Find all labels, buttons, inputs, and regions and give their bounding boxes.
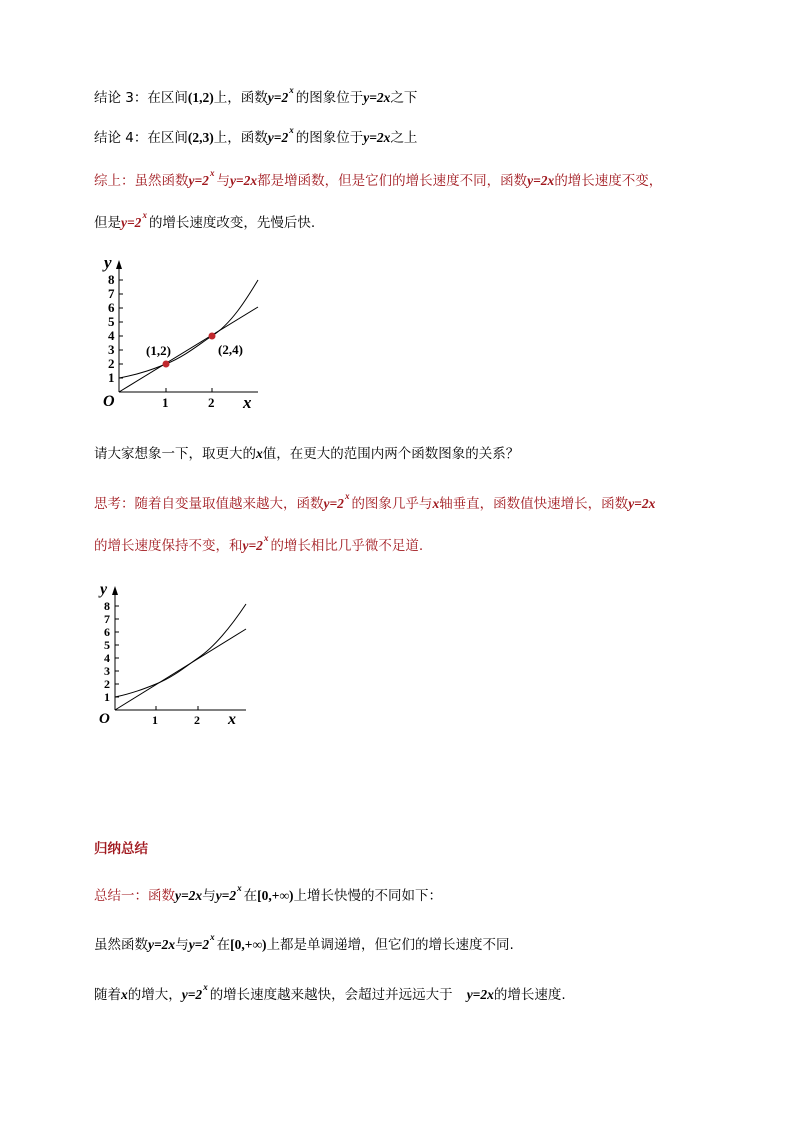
y-tick-label: 7 bbox=[104, 612, 110, 626]
exp-function: y=2 bbox=[242, 538, 263, 553]
linear-function: y=2x bbox=[628, 496, 656, 511]
text: 上都是单调递增，但它们的增长速度不同. bbox=[266, 937, 514, 953]
y-tick-label: 2 bbox=[104, 677, 110, 691]
intersection-point-a bbox=[163, 361, 170, 368]
interval: [0,+∞) bbox=[230, 937, 267, 952]
text: 总结一：函数 bbox=[94, 888, 175, 904]
y-tick-label: 2 bbox=[108, 356, 115, 371]
text: 的增大， bbox=[127, 987, 182, 1003]
intersection-point-b bbox=[209, 333, 216, 340]
conclusion-3 bbox=[94, 85, 418, 108]
section-title: 归纳总结 bbox=[94, 841, 148, 857]
text: 与 bbox=[202, 888, 216, 904]
text: 的增长速度保持不变，和 bbox=[94, 538, 243, 554]
linear-function: y=2x bbox=[175, 888, 203, 903]
graph-1 bbox=[96, 252, 276, 412]
exponent: x bbox=[237, 883, 242, 893]
y-axis-arrow bbox=[116, 260, 122, 269]
question bbox=[94, 445, 519, 463]
linear-function: y=2x bbox=[229, 173, 258, 188]
exp-function: y=2 bbox=[188, 173, 209, 188]
text: 的增长相比几乎微不足道. bbox=[270, 538, 424, 554]
variable-x: x bbox=[121, 987, 128, 1002]
x-tick-label: 2 bbox=[208, 395, 215, 410]
conclusion-4-label: 结论 4：在区间 bbox=[94, 130, 188, 146]
linear-function: y=2x bbox=[148, 937, 176, 952]
thinking-line-1 bbox=[94, 491, 656, 514]
point-1 bbox=[94, 932, 514, 955]
text: 的图象位于 bbox=[295, 90, 364, 106]
exp-function: y=2 bbox=[267, 90, 289, 105]
x-tick-label: 1 bbox=[162, 395, 169, 410]
text: 的图象几乎与 bbox=[351, 496, 433, 512]
y-tick-label: 6 bbox=[108, 300, 115, 315]
text: 之下 bbox=[390, 90, 418, 106]
y-tick-label: 5 bbox=[108, 314, 115, 329]
exponential-curve bbox=[119, 280, 258, 378]
exp-function: y=2 bbox=[267, 130, 289, 145]
exponential-curve bbox=[115, 604, 246, 697]
text: 随着 bbox=[94, 987, 121, 1003]
text: 但是 bbox=[94, 215, 121, 231]
y-tick-label: 1 bbox=[104, 690, 110, 704]
exp-function: y=2 bbox=[121, 215, 142, 230]
variable-x: x bbox=[432, 496, 440, 511]
interval-1-2: (1,2) bbox=[187, 90, 214, 105]
exp-function: y=2 bbox=[181, 987, 203, 1002]
exponent: x bbox=[209, 168, 215, 178]
y-tick-label: 8 bbox=[108, 272, 115, 287]
text: 在 bbox=[216, 937, 231, 953]
graph-2 bbox=[94, 580, 264, 730]
y-tick-label: 8 bbox=[104, 599, 110, 613]
conclusion-3-label: 结论 3：在区间 bbox=[94, 90, 188, 106]
exp-function: y=2 bbox=[323, 496, 344, 511]
x-axis-label: x bbox=[243, 393, 252, 412]
y-tick-marks bbox=[115, 606, 119, 697]
text: 值，在更大的范围内两个函数图象的关系？ bbox=[262, 446, 520, 462]
linear-curve bbox=[115, 629, 246, 710]
text: 综上：虽然函数 bbox=[94, 173, 189, 189]
exponent: x bbox=[289, 125, 294, 135]
y-tick-label: 4 bbox=[104, 651, 110, 665]
text: 上，函数 bbox=[213, 90, 268, 106]
x-tick-label: 2 bbox=[194, 713, 200, 727]
y-axis-label: y bbox=[104, 253, 112, 272]
y-tick-label: 6 bbox=[104, 625, 110, 639]
point-2 bbox=[94, 982, 566, 1005]
text: 的增长速度改变，先慢后快. bbox=[148, 215, 316, 231]
x-axis-label: x bbox=[228, 711, 236, 728]
point-b-label: (2,4) bbox=[218, 342, 243, 357]
linear-function: y=2x bbox=[363, 130, 391, 145]
text: 的图象位于 bbox=[295, 130, 364, 146]
summary-line-1 bbox=[94, 168, 663, 191]
text: 上增长快慢的不同如下： bbox=[293, 888, 443, 904]
thinking-line-2 bbox=[94, 533, 424, 556]
linear-function: y=2x bbox=[527, 173, 555, 188]
text: 之上 bbox=[390, 130, 418, 146]
exponent: x bbox=[210, 932, 215, 942]
y-tick-label: 4 bbox=[108, 328, 115, 343]
y-tick-label: 7 bbox=[108, 286, 115, 301]
text: 思考：随着自变量取值越来越大，函数 bbox=[94, 496, 324, 512]
summary-1 bbox=[94, 883, 443, 906]
exponent: x bbox=[263, 533, 269, 543]
text: 的增长速度. bbox=[493, 987, 566, 1003]
y-tick-label: 1 bbox=[108, 370, 115, 385]
text: 虽然函数 bbox=[94, 937, 148, 953]
exp-function: y=2 bbox=[188, 937, 210, 952]
y-axis-label: y bbox=[100, 581, 108, 598]
summary-line-2 bbox=[94, 210, 316, 233]
linear-function: y=2x bbox=[363, 90, 391, 105]
interval-2-3: (2,3) bbox=[187, 130, 214, 145]
exp-function: y=2 bbox=[215, 888, 237, 903]
y-tick-label: 3 bbox=[104, 664, 110, 678]
text: 请大家想象一下，取更大的 bbox=[94, 446, 256, 462]
origin-label: O bbox=[99, 711, 110, 727]
linear-function: y=2x bbox=[466, 987, 494, 1002]
text: 与 bbox=[216, 173, 230, 189]
x-tick-label: 1 bbox=[152, 713, 158, 727]
text: 轴垂直，函数值快速增长，函数 bbox=[439, 496, 629, 512]
text: 与 bbox=[175, 937, 189, 953]
point-a-label: (1,2) bbox=[146, 343, 171, 358]
variable-x: x bbox=[256, 446, 263, 461]
exponent: x bbox=[344, 491, 350, 501]
y-tick-label: 5 bbox=[104, 638, 110, 652]
text: 上，函数 bbox=[213, 130, 268, 146]
text: 都是增函数，但是它们的增长速度不同，函数 bbox=[257, 173, 528, 189]
text: 的增长速度越来越快，会超过并远远大于 bbox=[209, 987, 453, 1003]
y-tick-label: 3 bbox=[108, 342, 115, 357]
exponent: x bbox=[203, 982, 208, 992]
y-tick-marks bbox=[119, 280, 123, 378]
origin-label: O bbox=[103, 393, 115, 410]
y-tick-labels bbox=[104, 599, 110, 704]
exponent: x bbox=[142, 210, 147, 220]
text: 的增长速度不变， bbox=[554, 173, 663, 189]
y-axis-arrow bbox=[112, 586, 118, 595]
y-tick-labels bbox=[108, 272, 115, 385]
interval: [0,+∞) bbox=[257, 888, 294, 903]
exponent: x bbox=[289, 85, 294, 95]
conclusion-4 bbox=[94, 125, 418, 148]
text: 在 bbox=[243, 888, 258, 904]
